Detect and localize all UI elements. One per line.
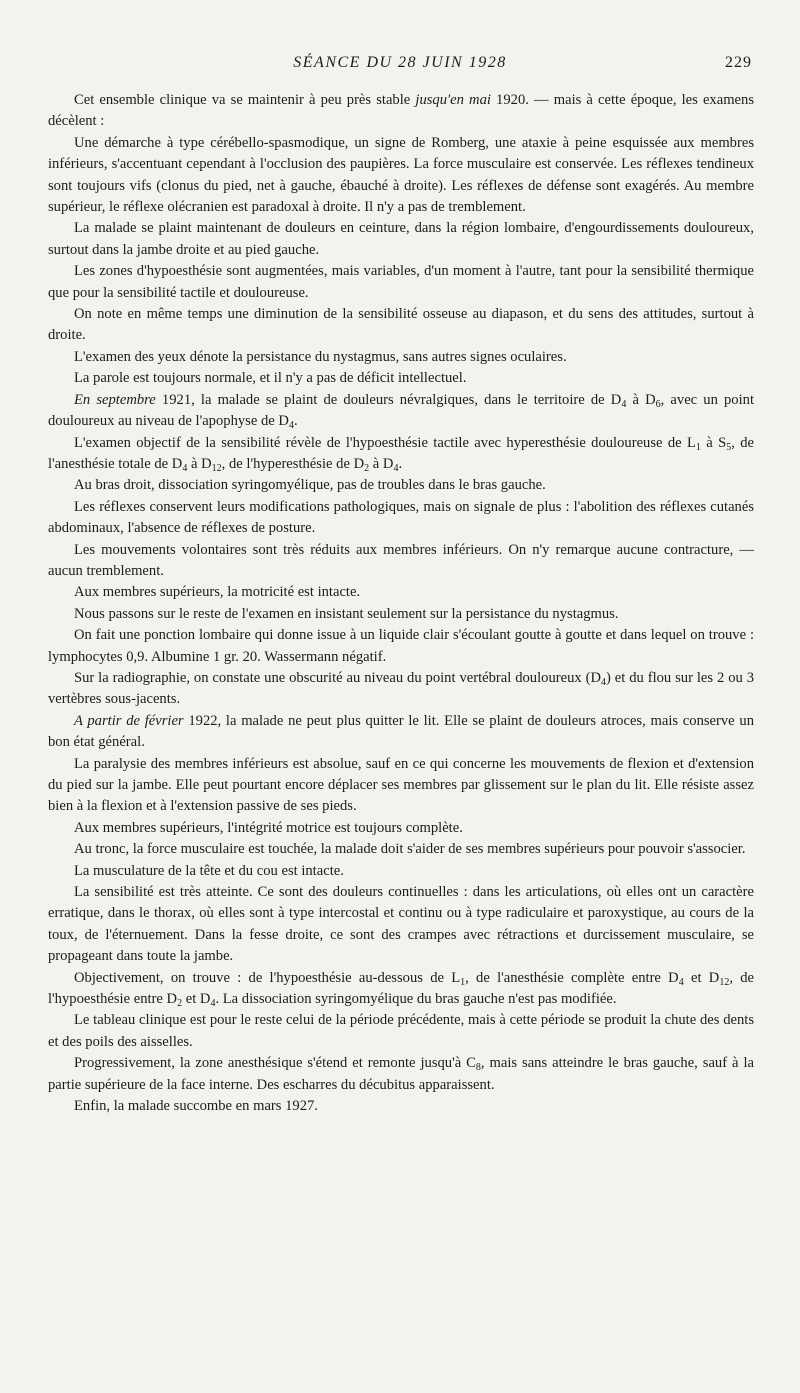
subscript: 2 — [364, 462, 370, 474]
paragraph — [48, 1053, 754, 1096]
paragraph — [48, 433, 754, 476]
text-run: à S — [700, 434, 727, 451]
paragraph — [48, 754, 754, 818]
text-run: La malade se plaint maintenant de douleurs en ceinture, dans la région lombaire, d'engourdissements douloureux, surtout dans la jambe droite et au pied gauche. — [48, 220, 754, 258]
text-run: , de l'anesthésie totale de D — [48, 434, 754, 472]
text-run: Cet ensemble clinique va se maintenir à peu près stable — [74, 92, 416, 108]
text-run: et D — [182, 991, 211, 1008]
date-lead: En septembre — [74, 391, 156, 408]
text-run: à D — [187, 455, 212, 472]
subscript: 12 — [211, 462, 222, 474]
text-run: Au tronc, la force musculaire est touchée, la malade doit s'aider de ses membres supérieurs pour pouvoir s'associer. — [74, 841, 746, 858]
paragraph — [48, 1010, 754, 1053]
subscript: 1 — [695, 441, 701, 453]
paragraph — [48, 861, 754, 882]
page-number: 229 — [725, 54, 752, 71]
subscript: 8 — [475, 1062, 481, 1074]
paragraph — [48, 497, 754, 540]
paragraph — [48, 818, 754, 839]
text-run: Le tableau clinique est pour le reste celui de la période précédente, mais à cette période se produit la chute des dents et des poils des aisselles. — [48, 1012, 754, 1050]
running-head: SÉANCE DU 28 JUIN 1928 — [293, 54, 507, 71]
paragraph — [48, 261, 754, 304]
text-run: . La dissociation syringomyélique du bras gauche n'est pas modifiée. — [215, 991, 617, 1008]
text-run: et D — [683, 969, 720, 986]
date-lead: A partir de février — [74, 712, 184, 729]
text-run: Enfin, la malade succombe en mars 1927. — [74, 1098, 318, 1115]
subscript: 4 — [182, 462, 188, 474]
text-run: La musculature de la tête et du cou est intacte. — [74, 862, 344, 879]
paragraph — [48, 304, 754, 347]
text-run: Les réflexes conservent leurs modifications pathologiques, mais on signale de plus : l'abolition des réflexes cutanés abdominaux, l'absence de réflexes de posture. — [48, 498, 754, 537]
text-run: 1920. — mais à cette époque, les examens décèlent : — [48, 92, 754, 130]
date-lead: jusqu'en mai — [415, 92, 491, 108]
text-run: Progressivement, la zone anesthésique s'étend et remonte jusqu'à C — [74, 1055, 476, 1072]
paragraph — [48, 1096, 754, 1117]
text-run: , avec un point douloureux au niveau de l'apophyse de D — [48, 391, 755, 430]
body-text — [48, 90, 754, 1118]
subscript: 2 — [177, 998, 183, 1010]
text-run: , de l'hypoesthésie entre D — [48, 969, 754, 1008]
text-run: . — [293, 413, 298, 430]
subscript: 5 — [726, 441, 732, 453]
subscript: 12 — [719, 976, 730, 988]
text-run: La paralysie des membres inférieurs est absolue, sauf en ce qui concerne les mouvements de flexion et d'extension du pied sur la jambe. Elle peut pourtant encore déplacer ses membres par glissement sur le plan du lit. Elle résiste assez bien à la flexion et à l'extension passive de ses pieds. — [48, 755, 754, 815]
subscript: 1 — [460, 976, 466, 988]
paragraph — [48, 475, 754, 496]
text-run: , de l'hyperesthésie de D — [221, 455, 365, 472]
text-run: Sur la radiographie, on constate une obscurité au niveau du point vertébral douloureux (D — [74, 669, 601, 686]
paragraph — [48, 668, 754, 711]
paragraph — [48, 218, 754, 261]
text-run: Les mouvements volontaires sont très réduits aux membres inférieurs. On n'y remarque aucune contracture, — aucun tremblement. — [48, 541, 754, 579]
subscript: 4 — [678, 976, 684, 988]
subscript: 4 — [393, 462, 399, 474]
subscript: 6 — [655, 398, 661, 410]
text-run: à D — [626, 391, 656, 408]
text-run: . — [398, 455, 403, 472]
text-run: Nous passons sur le reste de l'examen en insistant seulement sur la persistance du nystagmus. — [74, 605, 619, 622]
text-run: Au bras droit, dissociation syringomyélique, pas de troubles dans le bras gauche. — [74, 477, 546, 494]
text-run: Aux membres supérieurs, la motricité est intacte. — [74, 584, 361, 601]
paragraph — [48, 347, 754, 368]
text-run: On fait une ponction lombaire qui donne issue à un liquide clair s'écoulant goutte à goutte et dans lequel on trouve : lymphocytes 0,9. Albumine 1 gr. 20. Wassermann négatif. — [48, 627, 754, 665]
paragraph — [48, 540, 754, 583]
paragraph — [48, 882, 754, 968]
text-run: La parole est toujours normale, et il n'y a pas de déficit intellectuel. — [74, 370, 467, 387]
paragraph — [48, 711, 754, 754]
text-run: On note en même temps une diminution de la sensibilité osseuse au diapason, et du sens des attitudes, surtout à droite. — [48, 306, 754, 344]
text-run: La sensibilité est très atteinte. Ce sont des douleurs continuelles : dans les articulations, où elles ont un caractère erratique, dans le thorax, où elles sont à type intercostal et continu ou à type radiculaire et paroxystique, au cours de la toux, de l'éternuement. Dans la fesse droite, ce sont des crampes avec rétractions et durcissement musculaire, se propageant dans toute la jambe. — [48, 884, 754, 965]
text-run: Les zones d'hypoesthésie sont augmentées, mais variables, d'un moment à l'autre, tant pour la sensibilité thermique que pour la sensibilité tactile et douloureuse. — [48, 263, 754, 301]
text-run: L'examen objectif de la sensibilité révèle de l'hypoesthésie tactile avec hyperesthésie douloureuse de L — [74, 434, 696, 451]
paragraph — [48, 968, 754, 1011]
text-run: à D — [369, 455, 394, 472]
subscript: 4 — [210, 998, 216, 1010]
paragraph — [48, 368, 754, 389]
page-header — [48, 54, 752, 78]
text-run: Une démarche à type cérébello-spasmodique, un signe de Romberg, une ataxie à peine esquissée aux membres inférieurs, s'accentuant cependant à l'occlusion des paupières. La force musculaire est conservée. Les réflexes tendineux sont toujours vifs (clonus du pied, net à gauche, ébauché à droite). Les réflexes de défense sont exagérés. Au membre supérieur, le réflexe olécranien est paradoxal à droite. Il n'y a pas de tremblement. — [48, 134, 754, 216]
paragraph — [48, 582, 754, 603]
subscript: 4 — [601, 676, 606, 688]
paragraph — [48, 90, 754, 133]
text-run: ) et du flou sur les 2 ou 3 vertèbres sous-jacents. — [48, 669, 755, 708]
paragraph — [48, 133, 754, 219]
text-run: Objectivement, on trouve : de l'hypoesthésie au-dessous de L — [74, 969, 461, 986]
text-run: L'examen des yeux dénote la persistance du nystagmus, sans autres signes oculaires. — [74, 348, 567, 365]
text-run: 1922, la malade ne peut plus quitter le lit. Elle se plaint de douleurs atroces, mais conserve un bon état général. — [48, 712, 754, 751]
subscript: 4 — [621, 398, 627, 410]
text-run: Aux membres supérieurs, l'intégrité motrice est toujours complète. — [74, 819, 463, 836]
paragraph — [48, 625, 754, 668]
text-run: 1921, la malade se plaint de douleurs névralgiques, dans le territoire de D — [155, 391, 622, 408]
text-run: , de l'anesthésie complète entre D — [465, 969, 679, 986]
paragraph — [48, 604, 754, 625]
paragraph — [48, 390, 754, 433]
text-run: , mais sans atteindre le bras gauche, sauf à la partie supérieure de la face interne. Des escharres du décubitus apparaissent. — [48, 1055, 754, 1093]
paragraph — [48, 839, 754, 860]
subscript: 4 — [288, 420, 294, 432]
